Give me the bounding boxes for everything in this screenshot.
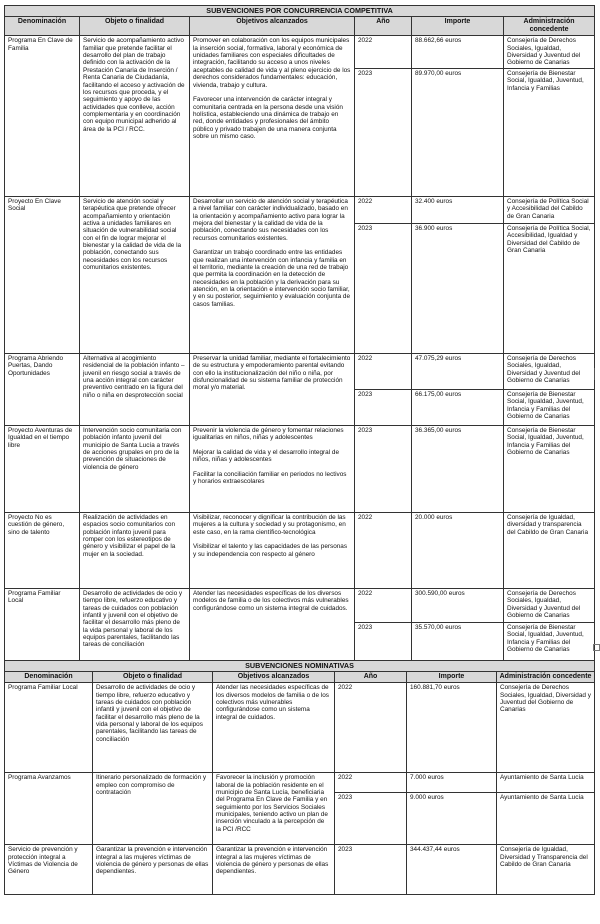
cell-year: 2023 xyxy=(335,845,407,895)
cell-purpose: Itinerario personalizado de formación y empleo con compromiso de contratación xyxy=(93,773,213,845)
cell-name: Proyecto No es cuestión de género, sino de talento xyxy=(5,512,80,588)
col-header-admin: Administración concedente xyxy=(497,672,595,683)
cell-year: 2022 xyxy=(355,196,412,223)
col-header-amount: Importe xyxy=(412,17,504,36)
table-title: SUBVENCIONES POR CONCURRENCIA COMPETITIVA xyxy=(5,6,595,17)
cell-year: 2022 xyxy=(355,36,412,68)
cell-objectives: Promover en colaboración con los equipos municipales la inserción social, formativa, laboral y económica de unidades familiares con especiales dificultades de integración, facilitando su acceso a unos niveles aceptables de calidad de vida y al pleno ejercicio de los derechos considerados fundamentales: educación, vivienda, trabajo y cultura. Favorecer una intervención de carácter integral y comunitaria centrada en la persona desde una visión holística, estableciendo una dinámica de trabajo en red, donde entidades y profesionales del ámbito público y privado trabajen de una manera conjunta sobre un mismo caso. xyxy=(190,36,355,196)
cell-amount: 300.590,00 euros xyxy=(412,588,504,622)
cell-purpose: Servicio de atención social y terapéutica que pretende ofrecer acompañamiento y orientación activa a unidades familiares en situación de vulnerabilidad social con el fin de lograr mejorar el bienestar y la calidad de vida de la población, conectando sus necesidades con los recursos comunitarios existentes. xyxy=(80,196,190,353)
table-row xyxy=(5,588,595,622)
cell-amount: 344.437,44 euros xyxy=(407,845,497,895)
cell-year: 2022 xyxy=(355,588,412,622)
table-body xyxy=(5,36,595,662)
table-row xyxy=(5,845,595,895)
cell-name: Servicio de prevención y protección integral a Víctimas de Violencia de Género xyxy=(5,845,93,895)
cell-objectives: Visibilizar, reconocer y dignificar la contribución de las mujeres a la cultura y sociedad y su protagonismo, en este caso, en la rama científico-tecnológica Visibilizar el talento y las capacidades de las personas y su independencia con respecto al género xyxy=(190,512,355,588)
col-header-year: Año xyxy=(335,672,407,683)
cell-admin: Consejería de Política Social y Accesibilidad del Cabildo de Gran Canaria xyxy=(504,196,595,223)
col-header-objectives: Objetivos alcanzados xyxy=(190,17,355,36)
cell-name: Programa Familiar Local xyxy=(5,588,80,662)
table-row xyxy=(5,353,595,389)
cell-year: 2023 xyxy=(355,389,412,425)
cell-name: Proyecto En Clave Social xyxy=(5,196,80,353)
cell-objectives: Favorecer la inclusión y promoción laboral de la población residente en el municipio de Santa Lucía, beneficiaria del Programa En Clave de Familia y en seguimiento por los Servicios Sociales municipales, teniendo activo un plan de inserción vinculado a la percepción de la PCI /RCC xyxy=(213,773,335,845)
cell-name: Programa Avanzamos xyxy=(5,773,93,845)
cell-amount: 7.000 euros xyxy=(407,773,497,793)
cell-admin: Consejería de Derechos Sociales, Igualdad, Diversidad y Juventud del Gobierno de Canarias xyxy=(504,353,595,389)
cell-name: Programa En Clave de Familia xyxy=(5,36,80,196)
cell-admin: Consejería de Derechos Sociales, Igualdad, Diversidad y Juventud del Gobierno de Canarias xyxy=(504,36,595,68)
cell-year: 2023 xyxy=(355,68,412,196)
col-header-purpose: Objeto o finalidad xyxy=(93,672,213,683)
cell-purpose: Realización de actividades en espacios socio comunitarios con población infanto juvenil para romper con los estereotipos de género y visibilizar el papel de la mujer en la sociedad. xyxy=(80,512,190,588)
cell-objectives: Preservar la unidad familiar, mediante el fortalecimiento de su estructura y empoderamiento parental evitando con ello la institucionalización del niño o niña, por disfuncionalidad de su sistema familiar de protección moral y/o material. xyxy=(190,353,355,425)
cell-purpose: Alternativa al acogimiento residencial de la población infanto – juvenil en riesgo social a través de una acción integral con carácter preventivo centrado en la figura del niño o niña en desprotección social xyxy=(80,353,190,425)
cell-admin: Ayuntamiento de Santa Lucía xyxy=(497,793,595,845)
col-header-amount: Importe xyxy=(407,672,497,683)
col-header-name: Denominación xyxy=(5,17,80,36)
cell-amount: 36.365,00 euros xyxy=(412,425,504,512)
cell-amount: 36.900 euros xyxy=(412,223,504,353)
col-header-name: Denominación xyxy=(5,672,93,683)
cell-admin: Ayuntamiento de Santa Lucía xyxy=(497,773,595,793)
cell-amount: 66.175,00 euros xyxy=(412,389,504,425)
cell-amount: 9.000 euros xyxy=(407,793,497,845)
cell-admin: Consejería de Política Social, Accesibilidad, Igualdad y Diversidad del Cabildo de Gran Canaria xyxy=(504,223,595,353)
table-title: SUBVENCIONES NOMINATIVAS xyxy=(5,661,595,672)
cell-purpose: Desarrollo de actividades de ocio y tiempo libre, refuerzo educativo y tareas de cuidados con población infantil y juvenil con el objetivo de facilitar el desarrollo más pleno de la vida personal y laboral de los equipos parentales, facilitando las tareas de conciliación xyxy=(93,683,213,773)
cell-amount: 35.570,00 euros xyxy=(412,622,504,662)
cell-amount: 89.970,00 euros xyxy=(412,68,504,196)
cell-purpose: Garantizar la prevención e intervención integral a las mujeres víctimas de violencia de género y personas de ellas dependientes. xyxy=(93,845,213,895)
cell-name: Programa Familiar Local xyxy=(5,683,93,773)
cell-admin: Consejería de Bienestar Social, Igualdad, Juventud, Infancia y Familias xyxy=(504,68,595,196)
cell-year: 2022 xyxy=(335,773,407,793)
cell-objectives: Atender las necesidades específicas de los diversos modelos de familia o de los colectivos más vulnerables configurándose como un sistema integral de cuidados. xyxy=(213,683,335,773)
cell-name: Proyecto Aventuras de Igualdad en el tiempo libre xyxy=(5,425,80,512)
page-edge-mark xyxy=(594,368,595,380)
header-row xyxy=(5,17,595,36)
cell-amount: 20.000 euros xyxy=(412,512,504,588)
table-row xyxy=(5,512,595,588)
table-row xyxy=(5,773,595,793)
cell-objectives: Desarrollar un servicio de atención social y terapéutica a nivel familiar con carácter individualizado, basado en la orientación y acompañamiento activo para lograr la mejora del bienestar y la calidad de vida de la población, conectando sus necesidades con los recursos comunitarios existentes. Garantizar un trabajo coordinado entre las entidades que realizan una intervención con infancia y familia en el territorio, mediante la creación de una red de trabajo que permita la coordinación en la detección de necesidades en la población y la derivación para su atención, en la orientación e intervención socio familiar, y en su posterior, seguimiento y evaluación conjunta de casos familias. xyxy=(190,196,355,353)
col-header-purpose: Objeto o finalidad xyxy=(80,17,190,36)
table-row xyxy=(5,196,595,223)
cell-year: 2022 xyxy=(335,683,407,773)
cell-name: Programa Abriendo Puertas, Dando Oportunidades xyxy=(5,353,80,425)
nominative-grants-table xyxy=(4,660,595,895)
cell-objectives: Prevenir la violencia de género y fomentar relaciones igualitarias en niños, niñas y adolescentes Mejorar la calidad de vida y el desarrollo integral de niños, niñas y adolescentes Facilitar la conciliación familiar en periodos no lectivos y horarios extraescolares xyxy=(190,425,355,512)
table-body xyxy=(5,683,595,895)
cell-purpose: Desarrollo de actividades de ocio y tiempo libre, refuerzo educativo y tareas de cuidados con población infantil y juvenil con el objetivo de facilitar el desarrollo más pleno de la vida personal y laboral de los equipos parentales, facilitando las tareas de conciliación xyxy=(80,588,190,662)
cell-year: 2023 xyxy=(335,793,407,845)
cell-admin: Consejería de Bienestar Social, Igualdad, Juventud, Infancia y Familias del Gobierno de Canarias xyxy=(504,389,595,425)
header-row xyxy=(5,672,595,683)
cell-amount: 32.400 euros xyxy=(412,196,504,223)
table-row xyxy=(5,36,595,68)
col-header-objectives: Objetivos alcanzados xyxy=(213,672,335,683)
cell-admin: Consejería de Derechos Sociales, Igualdad, Diversidad y Juventud del Gobierno de Canarias xyxy=(504,588,595,622)
col-header-year: Año xyxy=(355,17,412,36)
table-row xyxy=(5,425,595,512)
cell-purpose: Intervención socio comunitaria con población infanto juvenil del municipio de Santa Lucía a través de acciones grupales en pro de la prevención de situaciones de violencia de género xyxy=(80,425,190,512)
cell-admin: Consejería de Bienestar Social, Igualdad, Juventud, Infancia y Familias del Gobierno de Canarias xyxy=(504,622,595,662)
cell-year: 2022 xyxy=(355,512,412,588)
page-edge-mark xyxy=(593,644,600,651)
cell-admin: Consejería de Derechos Sociales, Igualdad, Diversidad y Juventud del Gobierno de Canarias xyxy=(497,683,595,773)
col-header-admin: Administración concedente xyxy=(504,17,595,36)
cell-objectives: Atender las necesidades específicas de los diversos modelos de familia o de los colectivos más vulnerables configurándose como un sistema integral de cuidados. xyxy=(190,588,355,662)
table-row xyxy=(5,683,595,773)
cell-admin: Consejería de Igualdad, diversidad y transparencia del Cabildo de Gran Canaria xyxy=(504,512,595,588)
cell-amount: 160.881,70 euros xyxy=(407,683,497,773)
cell-year: 2023 xyxy=(355,622,412,662)
competitive-grants-table xyxy=(4,5,595,663)
cell-year: 2023 xyxy=(355,425,412,512)
cell-purpose: Servicio de acompañamiento activo familiar que pretende facilitar el desarrollo del plan de trabajo definido con la activación de la Prestación Canaria de Inserción / Renta Canaria de Ciudadanía, facilitando el acceso y activación de los recursos que proceda, y el seguimiento y apoyo de las actividades que conlleve, acción complementaria y en coordinación con equipo municipal adherido al área de la PCI / RCC. xyxy=(80,36,190,196)
cell-year: 2022 xyxy=(355,353,412,389)
cell-amount: 47.075,29 euros xyxy=(412,353,504,389)
cell-amount: 88.662,66 euros xyxy=(412,36,504,68)
cell-year: 2023 xyxy=(355,223,412,353)
cell-admin: Consejería de Bienestar Social, Igualdad, Juventud, Infancia y Familias del Gobierno de Canarias xyxy=(504,425,595,512)
cell-objectives: Garantizar la prevención e intervención integral a las mujeres víctimas de violencia de género y personas de ellas dependientes. xyxy=(213,845,335,895)
cell-admin: Consejería de Igualdad, Diversidad y Transparencia del Cabildo de Gran Canaria xyxy=(497,845,595,895)
